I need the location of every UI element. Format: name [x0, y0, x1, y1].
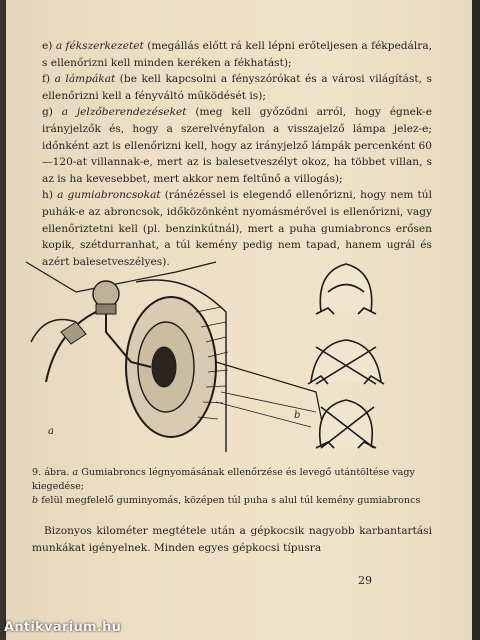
tire-correct-section: [316, 264, 376, 314]
figure-label-a: a: [48, 426, 54, 437]
checklist-text: [32, 38, 432, 270]
tire-too-soft-section: [308, 340, 384, 384]
watermark-logo: Antikvarium.hu: [4, 620, 122, 635]
book-page: [6, 0, 472, 640]
body-paragraph: Bizonyos kilométer megtétele után a gépkocsik nagyobb karbantartási munkákat igényelnek. Minden egyes gépkocsi típusra: [32, 525, 432, 554]
page-edge-shadow: [472, 0, 480, 640]
list-item-h: h) a gumiabroncsokat (ránézéssel is elegendő ellenőrizni, hogy nem túl puhák-e az abroncsok, időközönként nyomásmérővel is ellenőrizni, vagy ellenőriztetni kell (pl. benzinkútnál), mert a puha gumiabroncs erősen kopik, szétdurranhat, a túl kemény pedig nem tapad, hanem ugrál és azért balesetveszélyes).: [42, 189, 432, 268]
list-item-e: e) a fékszerkezetet (megállás előtt rá kell lépni erőteljesen a fékpedálra, s ellenőrizni kell minden keréken a fékhatást);: [42, 40, 433, 69]
figure-label-b: b: [294, 410, 301, 421]
page-number: 29: [358, 574, 372, 587]
list-item-g: g) a jelzőberendezéseket (meg kell győződni arról, hogy égnek-e irányjelzők és, hogy a szerelvényfalon a visszajelző lámpa jelez-e; időnként azt is ellenőrizni kell, hogy az irányjelző lámpák percenként 60—120-at villannak-e, mert az is balesetveszélyt okoz, ha többet villan, s az is ha kevesebbet, mert akkor nem feltűnő a villogás);: [42, 106, 432, 185]
tire-too-hard-section: [316, 400, 376, 448]
figure-caption: 9. ábra. a Gumiabroncs légnyomásának ellenőrzése és levegő utántöltése vagy kiegedése; b felül megfelelő guminyomás, középen túl puha s alul túl kemény gumiabroncs: [32, 467, 421, 506]
list-item-f: f) a lámpákat (be kell kapcsolni a fényszórókat és a városi világítást, s ellenőrizni kell a fényváltó működését is);: [42, 73, 432, 102]
tire-pressure-figure: [16, 252, 436, 452]
wheel-illustration: [26, 262, 326, 452]
